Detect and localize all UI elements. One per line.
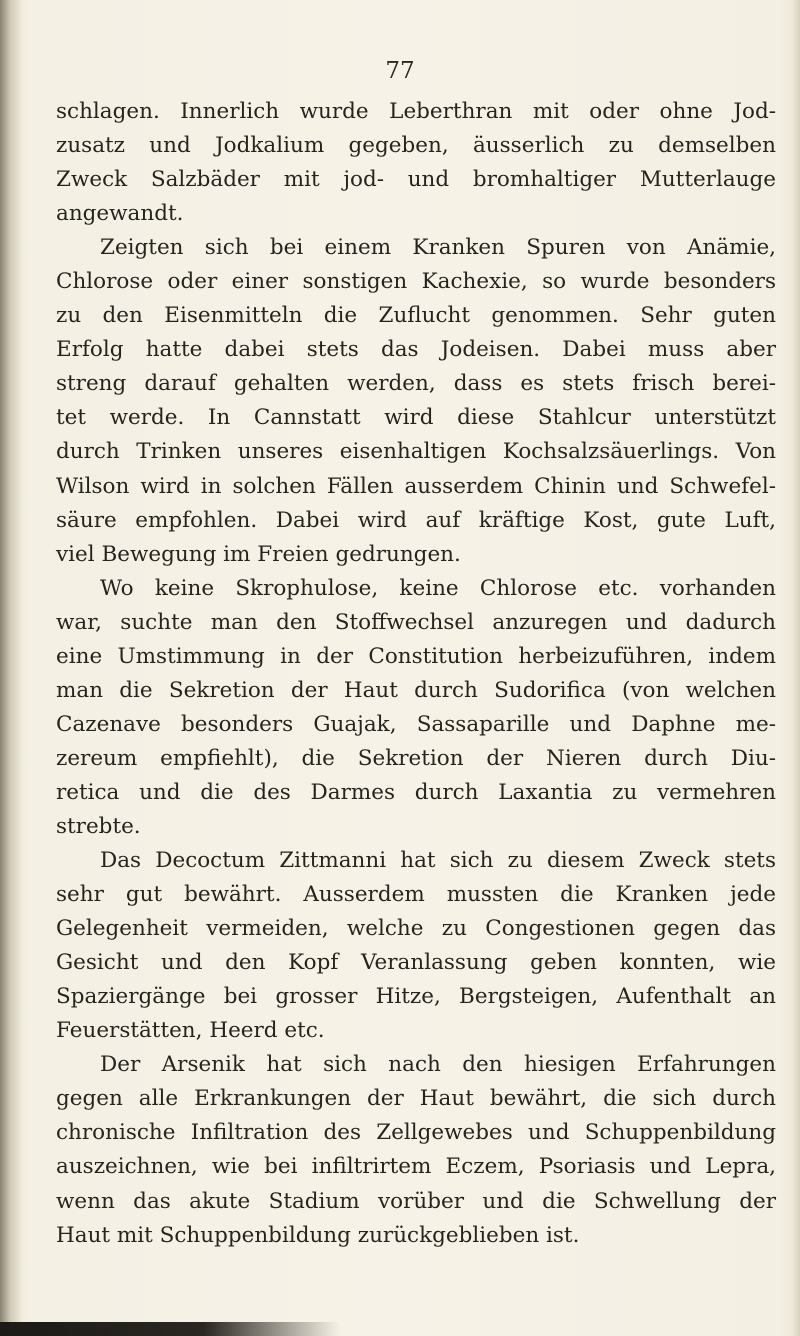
text-line: zu den Eisenmitteln die Zuflucht genommen. Sehr guten: [56, 303, 776, 329]
text-line: Feuerstätten, Heerd etc.: [56, 1018, 325, 1044]
text-line: Erfolg hatte dabei stets das Jodeisen. Dabei muss aber: [56, 337, 776, 363]
text-line: Gesicht und den Kopf Veranlassung geben konnten, wie: [56, 950, 776, 976]
text-line: zereum empfiehlt), die Sekretion der Nieren durch Diu-: [56, 745, 776, 771]
text-line: Spaziergänge bei grosser Hitze, Bergsteigen, Aufenthalt an: [56, 984, 776, 1010]
text-line: man die Sekretion der Haut durch Sudorifica (von welchen: [56, 677, 776, 703]
text-line: Der Arsenik hat sich nach den hiesigen Erfahrungen: [100, 1052, 776, 1078]
text-line: schlagen. Innerlich wurde Leberthran mit oder ohne Jod-: [56, 99, 776, 124]
text-line: Cazenave besonders Guajak, Sassaparille und Daphne me-: [56, 711, 776, 737]
text-line: viel Bewegung im Freien gedrungen.: [56, 541, 461, 567]
text-line: angewandt.: [56, 201, 184, 227]
text-line: gegen alle Erkrankungen der Haut bewährt, die sich durch: [56, 1086, 776, 1112]
text-line: wenn das akute Stadium vorüber und die Schwellung der: [56, 1188, 776, 1214]
text-line: tet werde. In Cannstatt wird diese Stahlcur unterstützt: [56, 405, 776, 431]
body-text: [56, 95, 776, 1253]
text-line: Das Decoctum Zittmanni hat sich zu diesem Zweck stets: [100, 848, 776, 874]
text-line: zusatz und Jodkalium gegeben, äusserlich zu demselben: [56, 133, 776, 159]
page-number: 77: [385, 58, 415, 84]
text-line: durch Trinken unseres eisenhaltigen Kochsalzsäuerlings. Von: [56, 439, 776, 465]
text-line: Chlorose oder einer sonstigen Kachexie, so wurde besonders: [56, 269, 776, 295]
text-line: eine Umstimmung in der Constitution herbeizuführen, indem: [56, 643, 776, 669]
text-line: Gelegenheit vermeiden, welche zu Congestionen gegen das: [56, 916, 776, 942]
text-line: säure empfohlen. Dabei wird auf kräftige Kost, gute Luft,: [56, 507, 776, 533]
text-line: Zeigten sich bei einem Kranken Spuren von Anämie,: [100, 235, 776, 261]
text-line: Haut mit Schuppenbildung zurückgeblieben ist.: [56, 1222, 580, 1248]
text-line: streng darauf gehalten werden, dass es stets frisch berei-: [56, 371, 776, 397]
text-line: Zweck Salzbäder mit jod- und bromhaltiger Mutterlauge: [56, 167, 776, 193]
text-line: Wilson wird in solchen Fällen ausserdem Chinin und Schwefel-: [56, 473, 776, 499]
text-line: retica und die des Darmes durch Laxantia zu vermehren: [56, 779, 776, 805]
text-line: Wo keine Skrophulose, keine Chlorose etc. vorhanden: [100, 575, 776, 601]
scan-edge-bar: [0, 1322, 340, 1336]
text-line: war, suchte man den Stoffwechsel anzuregen und dadurch: [56, 609, 776, 635]
page-gutter-shadow: [0, 0, 22, 1336]
text-line: strebte.: [56, 813, 141, 839]
text-line: auszeichnen, wie bei infiltrirtem Eczem, Psoriasis und Lepra,: [56, 1154, 776, 1180]
page-edge: [792, 0, 800, 1336]
text-line: chronische Infiltration des Zellgewebes und Schuppenbildung: [56, 1120, 776, 1146]
text-line: sehr gut bewährt. Ausserdem mussten die Kranken jede: [56, 882, 776, 908]
